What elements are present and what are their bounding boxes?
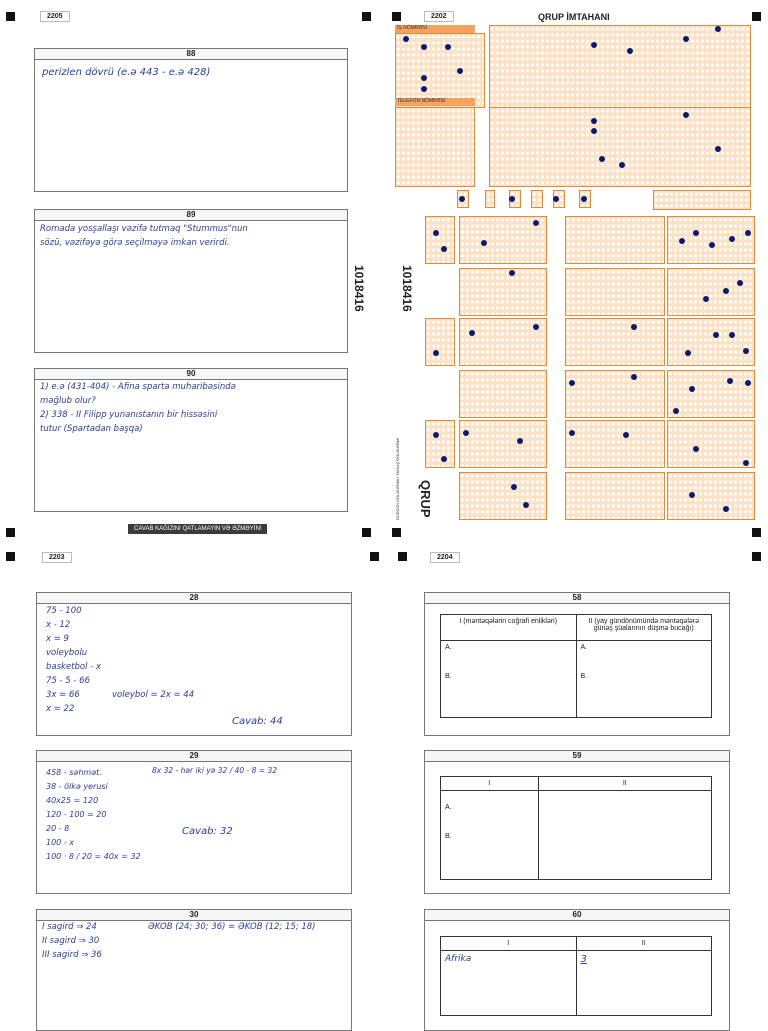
filled-bubble — [403, 36, 409, 42]
row-label: A. — [445, 804, 452, 811]
registration-mark — [370, 552, 379, 561]
column-header: II — [576, 937, 712, 951]
surname-grid[interactable] — [489, 107, 751, 187]
answer-block[interactable] — [565, 420, 665, 468]
filled-bubble — [743, 460, 749, 466]
filled-bubble — [693, 446, 699, 452]
answer-block[interactable] — [667, 420, 755, 468]
serial-number: 1018416 — [400, 265, 414, 312]
column-header: I — [441, 937, 577, 951]
handwritten-answer: 3 — [580, 954, 587, 965]
answer-block[interactable] — [565, 216, 665, 264]
question-number: 30 — [37, 910, 351, 921]
filled-bubble — [445, 44, 451, 50]
filled-bubble — [457, 68, 463, 74]
filled-bubble — [459, 196, 465, 202]
column-header: I — [441, 777, 539, 791]
question-number: 58 — [425, 593, 729, 604]
answer-cell[interactable] — [441, 791, 539, 880]
handwritten-answer: 1) e.ə (431-404) - Afina sparta muharibəsində məğlub olur? 2) 338 - II Filipp yunanıstanın bir hissəsini tutur (Spartadan başqa) — [40, 382, 236, 434]
question-number: 88 — [35, 49, 347, 60]
registration-mark — [6, 12, 15, 21]
registration-mark — [6, 528, 15, 537]
filled-bubble — [685, 350, 691, 356]
filled-bubble — [703, 296, 709, 302]
filled-bubble — [623, 432, 629, 438]
filled-bubble — [421, 44, 427, 50]
filled-bubble — [683, 36, 689, 42]
id-number-grid[interactable] — [395, 33, 485, 108]
handwritten-note: ƏKOB (24; 30; 36) = ƏKOB (12; 15; 18) — [148, 922, 316, 932]
filled-bubble — [469, 330, 475, 336]
filled-bubble — [745, 380, 751, 386]
question-number: 90 — [35, 369, 347, 380]
registration-mark — [362, 528, 371, 537]
filled-bubble — [743, 348, 749, 354]
handwritten-solution: I sagird ⇒ 24 II sagird ⇒ 30 III sagird ⇒ 36 — [42, 922, 102, 960]
filled-bubble — [591, 128, 597, 134]
handwritten-answer: Afrika — [445, 954, 472, 964]
page-number: 2204 — [430, 552, 460, 563]
filled-bubble — [729, 332, 735, 338]
answer-block[interactable] — [667, 318, 755, 366]
filled-bubble — [569, 430, 575, 436]
filled-bubble — [463, 430, 469, 436]
question-number: 29 — [37, 751, 351, 762]
registration-mark — [362, 12, 371, 21]
answer-table-59 — [440, 776, 712, 880]
variant-grid[interactable] — [531, 190, 543, 208]
section-label: İŞ NÖMRƏSİ — [395, 25, 475, 33]
filled-bubble — [433, 432, 439, 438]
column-header: II (yay gündönümündə məntəqələrə günəş şüalarının düşmə bucağı) — [576, 615, 712, 641]
filled-bubble — [433, 230, 439, 236]
filled-bubble — [715, 26, 721, 32]
fill-instruction: DÜZGÜN DOLDURMA / YANLIŞ DOLDURMA — [395, 437, 400, 520]
handwritten-answer: Cavab: 32 — [182, 826, 233, 837]
filled-bubble — [745, 230, 751, 236]
filled-bubble — [509, 270, 515, 276]
filled-bubble — [689, 492, 695, 498]
serial-number: 1018416 — [352, 265, 366, 312]
column-header: I (məntəqələrin coğrafi enlikləri) — [441, 615, 577, 641]
name-grid[interactable] — [489, 25, 751, 108]
answer-block[interactable] — [565, 318, 665, 366]
phone-grid[interactable] — [395, 107, 475, 187]
handwritten-answer: Romada yosşallaşı vəzifə tutmaq "Stummus"nun sözü, vəzifəyə görə seçilməyə imkan verirdi. — [40, 224, 248, 248]
row-label: B. — [580, 673, 588, 680]
filled-bubble — [723, 506, 729, 512]
answer-block[interactable] — [459, 472, 547, 520]
answer-block[interactable] — [565, 472, 665, 520]
omr-answer-sheet — [393, 20, 758, 525]
question-number: 89 — [35, 210, 347, 221]
question-number: 59 — [425, 751, 729, 762]
answer-block[interactable] — [565, 268, 665, 316]
filled-bubble — [441, 246, 447, 252]
filled-bubble — [683, 112, 689, 118]
row-label: A. — [445, 644, 452, 651]
filled-bubble — [631, 374, 637, 380]
filled-bubble — [569, 380, 575, 386]
answer-block[interactable] — [459, 420, 547, 468]
answer-block[interactable] — [667, 268, 755, 316]
question-number: 60 — [425, 910, 729, 921]
filled-bubble — [679, 238, 685, 244]
filled-bubble — [737, 280, 743, 286]
filled-bubble — [599, 156, 605, 162]
answer-cell[interactable] — [538, 791, 711, 880]
registration-mark — [392, 528, 401, 537]
variant-grid[interactable] — [485, 190, 495, 208]
page-number: 2205 — [40, 11, 70, 22]
filled-bubble — [627, 48, 633, 54]
filled-bubble — [441, 456, 447, 462]
filled-bubble — [517, 438, 523, 444]
row-label: B. — [445, 673, 452, 680]
registration-mark — [752, 552, 761, 561]
answer-block[interactable] — [459, 370, 547, 418]
filled-bubble — [591, 118, 597, 124]
handwritten-note: 8x 32 - hər iki yə 32 / 40 - 8 = 32 — [152, 766, 278, 775]
handwritten-note: voleybol = 2x = 44 — [112, 690, 195, 700]
filled-bubble — [591, 42, 597, 48]
qrup-label: QRUP — [418, 480, 433, 518]
filled-bubble — [421, 75, 427, 81]
filled-bubble — [689, 386, 695, 392]
filled-bubble — [729, 236, 735, 242]
filled-bubble — [481, 240, 487, 246]
filled-bubble — [509, 196, 515, 202]
filled-bubble — [709, 242, 715, 248]
row-label: A. — [580, 644, 588, 651]
filled-bubble — [619, 162, 625, 168]
answer-block[interactable] — [425, 318, 455, 366]
filled-bubble — [715, 146, 721, 152]
answer-block[interactable] — [425, 420, 455, 468]
answer-block[interactable] — [425, 216, 455, 264]
filled-bubble — [533, 324, 539, 330]
answer-table-60 — [440, 936, 712, 1016]
answer-block[interactable] — [667, 472, 755, 520]
handwritten-solution: 458 - səhmət. 38 - ölkə yerusi 40x25 = 120 120 - 100 = 20 20 - 8 100 - x 100 · 8 / 20 = 40x = 32 — [46, 768, 141, 861]
answer-cell[interactable] — [441, 641, 577, 718]
page-number: 2203 — [42, 552, 72, 563]
section-label: TELEFON NÖMRƏSİ — [395, 98, 475, 106]
handwritten-solution: 75 - 100 x - 12 x = 9 voleybolu basketbol - x 75 - 5 - 66 3x = 66 x = 22 — [46, 606, 101, 714]
answer-block[interactable] — [565, 370, 665, 418]
filled-bubble — [511, 484, 517, 490]
row-label: B. — [445, 833, 452, 840]
answer-table-58 — [440, 614, 712, 718]
question-number: 28 — [37, 593, 351, 604]
filled-bubble — [713, 332, 719, 338]
filled-bubble — [421, 86, 427, 92]
handwritten-answer: Cavab: 44 — [232, 716, 283, 727]
registration-mark — [398, 552, 407, 561]
page-number: 2202 — [424, 11, 454, 22]
filled-bubble — [673, 408, 679, 414]
answer-block[interactable] — [667, 370, 755, 418]
filled-bubble — [433, 350, 439, 356]
answer-cell[interactable] — [441, 951, 577, 1016]
filled-bubble — [523, 502, 529, 508]
subject-grid[interactable] — [653, 190, 751, 210]
answer-cell[interactable] — [576, 951, 712, 1016]
filled-bubble — [693, 230, 699, 236]
column-header: II — [538, 777, 711, 791]
filled-bubble — [727, 378, 733, 384]
filled-bubble — [631, 324, 637, 330]
filled-bubble — [581, 196, 587, 202]
answer-cell[interactable] — [576, 641, 712, 718]
filled-bubble — [723, 288, 729, 294]
warning-banner: CAVAB KAĞIZINI QATLAMAYIN VƏ ƏZMƏYİN! — [128, 524, 267, 534]
registration-mark — [752, 528, 761, 537]
answer-block[interactable] — [459, 268, 547, 316]
filled-bubble — [533, 220, 539, 226]
filled-bubble — [553, 196, 559, 202]
handwritten-answer: perizlen dövrü (e.ə 443 - e.ə 428) — [42, 67, 211, 78]
sheet-title: QRUP İMTAHANI — [538, 12, 610, 22]
registration-mark — [6, 552, 15, 561]
